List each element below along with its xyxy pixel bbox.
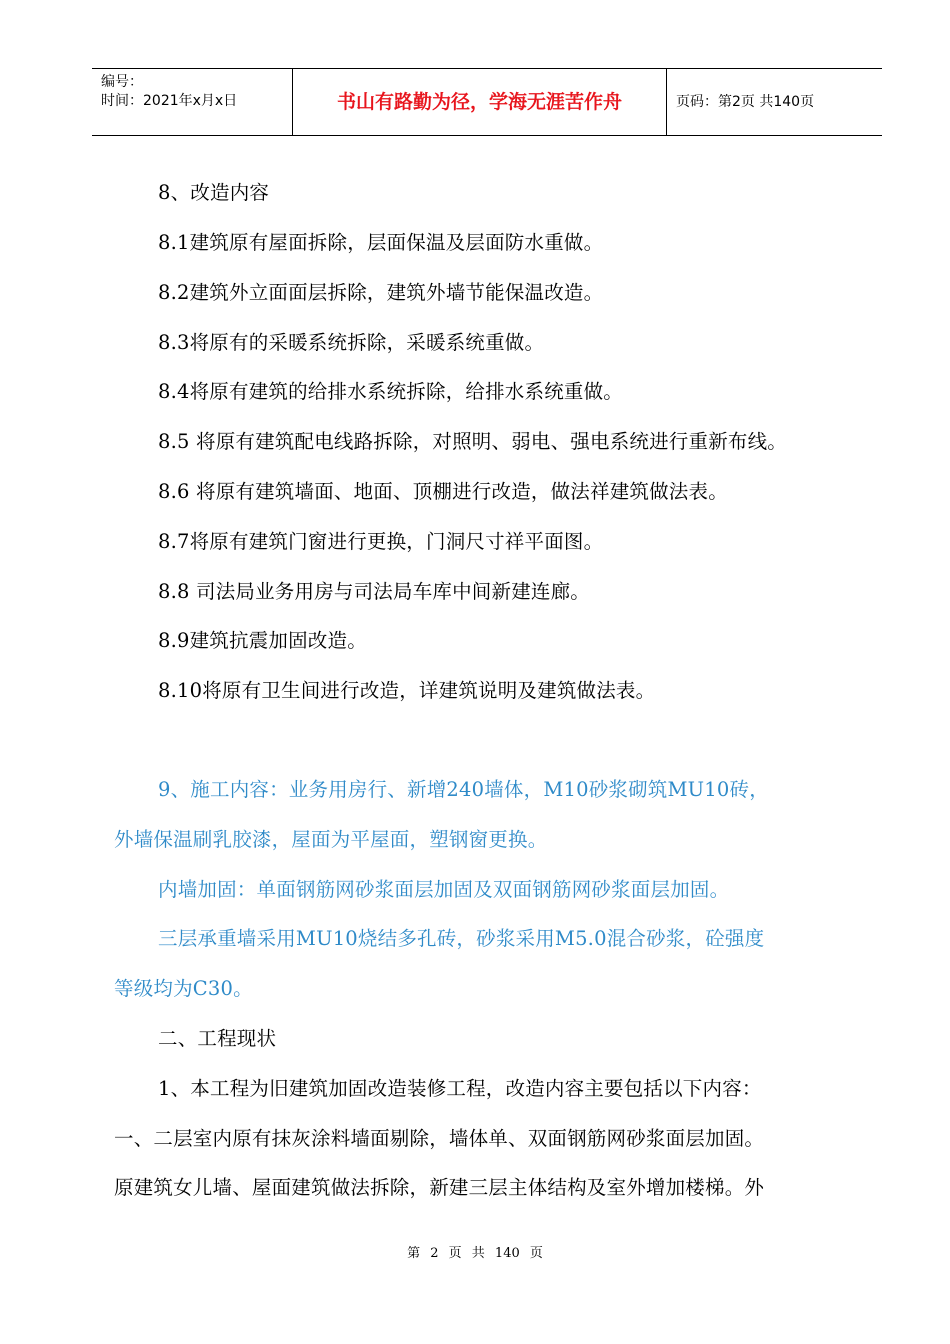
highlighted-paragraph-line: 外墙保温刷乳胶漆，屋面为平屋面，塑钢窗更换。 [114, 828, 548, 851]
highlighted-paragraph-line: 内墙加固：单面钢筋网砂浆面层加固及双面钢筋网砂浆面层加固。 [158, 878, 730, 901]
header-page-info: 页码：第2页 共140页 [676, 94, 815, 110]
motto-text: 书山有路勤为径，学海无涯苦作舟 [336, 91, 622, 113]
header-meta-cell [92, 69, 293, 135]
paragraph-line: 8.8 司法局业务用房与司法局车库中间新建连廊。 [158, 580, 591, 603]
header-motto-cell [293, 69, 667, 135]
document-header [92, 68, 882, 136]
paragraph-line: 8.2建筑外立面面层拆除，建筑外墙节能保温改造。 [158, 281, 604, 304]
page-footer: 第 2 页 共 140 页 [407, 1246, 543, 1261]
paragraph-line: 1、本工程为旧建筑加固改造装修工程，改造内容主要包括以下内容： [158, 1077, 762, 1100]
date-label: 时间：2021年x月x日 [101, 93, 238, 109]
section-heading: 二、工程现状 [158, 1027, 277, 1050]
paragraph-line: 8.4将原有建筑的给排水系统拆除，给排水系统重做。 [158, 380, 624, 403]
paragraph-line: 8.5 将原有建筑配电线路拆除，对照明、弱电、强电系统进行重新布线。 [158, 430, 788, 453]
paragraph-line: 8.6 将原有建筑墙面、地面、顶棚进行改造，做法祥建筑做法表。 [158, 480, 728, 503]
section-heading: 8、改造内容 [158, 181, 270, 204]
paragraph-line: 8.1建筑原有屋面拆除，层面保温及层面防水重做。 [158, 231, 604, 254]
highlighted-paragraph-line: 三层承重墙采用MU10烧结多孔砖，砂浆采用M5.0混合砂浆，砼强度 [158, 927, 765, 950]
header-page-cell [667, 69, 882, 135]
paragraph-line: 8.10将原有卫生间进行改造，详建筑说明及建筑做法表。 [158, 679, 656, 702]
paragraph-line: 8.7将原有建筑门窗进行更换，门洞尺寸祥平面图。 [158, 530, 604, 553]
paragraph-line: 一、二层室内原有抹灰涂料墙面剔除，墙体单、双面钢筋网砂浆面层加固。 [114, 1127, 765, 1150]
highlighted-paragraph-line: 9、施工内容：业务用房行、新增240墙体，M10砂浆砌筑MU10砖， [158, 778, 769, 801]
paragraph-line: 8.3将原有的采暖系统拆除，采暖系统重做。 [158, 331, 545, 354]
paragraph-line: 原建筑女儿墙、屋面建筑做法拆除，新建三层主体结构及室外增加楼梯。外 [114, 1176, 765, 1199]
serial-number-label: 编号： [101, 74, 143, 90]
paragraph-line: 8.9建筑抗震加固改造。 [158, 629, 367, 652]
highlighted-paragraph-line: 等级均为C30。 [114, 977, 253, 1000]
